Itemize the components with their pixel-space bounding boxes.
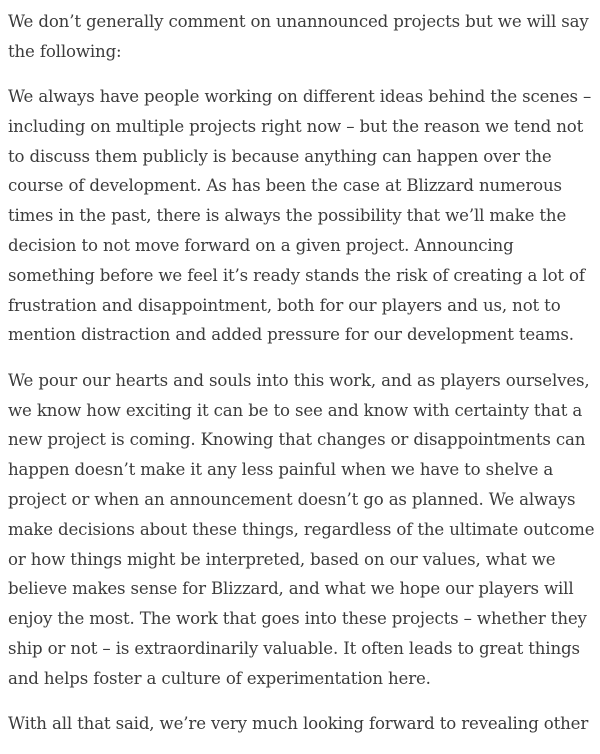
article-body <box>8 7 596 754</box>
paragraph-projects: We always have people working on different ideas behind the scenes – including on multiple projects right now – but the reason we tend not to discuss them publicly is because anything can happen over the course of development. As has been the case at Blizzard numerous times in the past, there is always the possibility that we’ll make the decision to not move forward on a given project. Announcing something before we feel it’s ready stands the risk of creating a lot of frustration and disappointment, both for our players and us, not to mention distraction and added pressure for our development teams. <box>8 87 592 345</box>
paragraph-values: We pour our hearts and souls into this work, and as players ourselves, we know how exciting it can be to see and know with certainty that a new project is coming. Knowing that changes or disappointments can happen doesn’t make it any less painful when we have to shelve a project or when an announcement doesn’t go as planned. We always make decisions about these things, regardless of the ultimate outcome or how things might be interpreted, based on our values, what we believe makes sense for Blizzard, and what we hope our players will enjoy the most. The work that goes into these projects – whether they ship or not – is extraordinarily valuable. It often leads to great things and helps foster a culture of experimentation here. <box>8 370 595 688</box>
paragraph-intro: We don’t generally comment on unannounced projects but we will say the following: <box>8 12 589 61</box>
paragraph-closing: With all that said, we’re very much looking forward to revealing other <box>8 714 589 734</box>
